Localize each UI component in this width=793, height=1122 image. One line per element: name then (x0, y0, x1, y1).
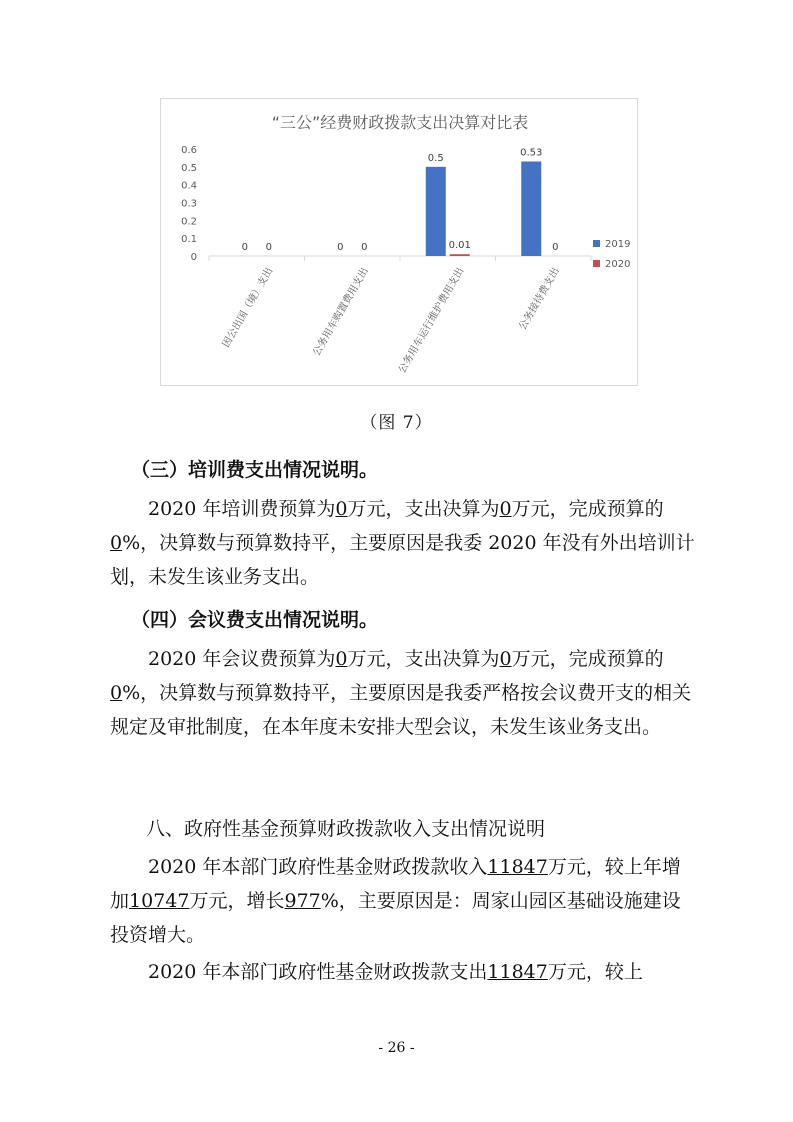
section8-heading: 八、政府性基金预算财政拨款收入支出情况说明 (146, 818, 546, 840)
bar-2019 (426, 167, 446, 256)
category-label: 因公出国（境）支出 (220, 266, 276, 350)
data-label: 0.53 (520, 147, 543, 159)
y-tick-label: 0.5 (181, 162, 197, 174)
chart-title: “三公”经费财政拨款支出决算对比表 (271, 113, 529, 132)
chart-container (160, 98, 638, 386)
category-label: 公务用车运行维护费用支出 (396, 266, 467, 376)
section4-paragraph: 2020 年会议费预算为0万元，支出决算为0万元，完成预算的0%，决算数与预算数持平，主要原因是我委严格按会议费开支的相关规定及审批制度，在本年度未安排大型会议，未发生该业务支出。 (110, 648, 692, 738)
legend-label: 2019 (605, 239, 631, 250)
y-tick-label: 0.1 (181, 234, 197, 246)
section8-paragraph2: 2020 年本部门政府性基金财政拨款支出11847万元，较上 (148, 961, 643, 983)
bar-chart (161, 99, 639, 387)
legend-label: 2020 (605, 259, 631, 270)
y-tick-label: 0.6 (181, 145, 197, 156)
category-label: 公务接待费支出 (517, 266, 562, 333)
y-tick-label: 0.2 (181, 216, 197, 228)
section3-heading: （三）培训费支出情况说明。 (131, 459, 379, 481)
data-label: 0.5 (427, 152, 444, 164)
bar-2019 (521, 161, 541, 256)
y-tick-label: 0.4 (181, 180, 197, 192)
y-tick-label: 0 (190, 252, 197, 263)
page-number: - 26 - (378, 1040, 415, 1056)
y-tick-label: 0.3 (181, 198, 197, 210)
legend-swatch (593, 260, 600, 267)
legend-swatch (593, 240, 600, 247)
data-label: 0 (361, 242, 368, 253)
section4-heading: （四）会议费支出情况说明。 (131, 609, 379, 631)
data-label: 0 (552, 242, 559, 253)
figure-caption: （图 7） (360, 413, 433, 433)
data-label: 0 (265, 242, 272, 253)
section3-paragraph: 2020 年培训费预算为0万元，支出决算为0万元，完成预算的0%，决算数与预算数持平，主要原因是我委 2020 年没有外出培训计划，未发生该业务支出。 (110, 498, 695, 588)
data-label: 0 (241, 242, 248, 253)
data-label: 0 (337, 242, 344, 253)
section8-paragraph1: 2020 年本部门政府性基金财政拨款收入11847万元，较上年增加10747万元，增长977%，主要原因是：周家山园区基础设施建设投资增大。 (110, 856, 681, 946)
bar-2020 (450, 254, 470, 256)
data-label: 0.01 (448, 240, 471, 252)
category-label: 公务用车购置费用支出 (311, 266, 371, 359)
